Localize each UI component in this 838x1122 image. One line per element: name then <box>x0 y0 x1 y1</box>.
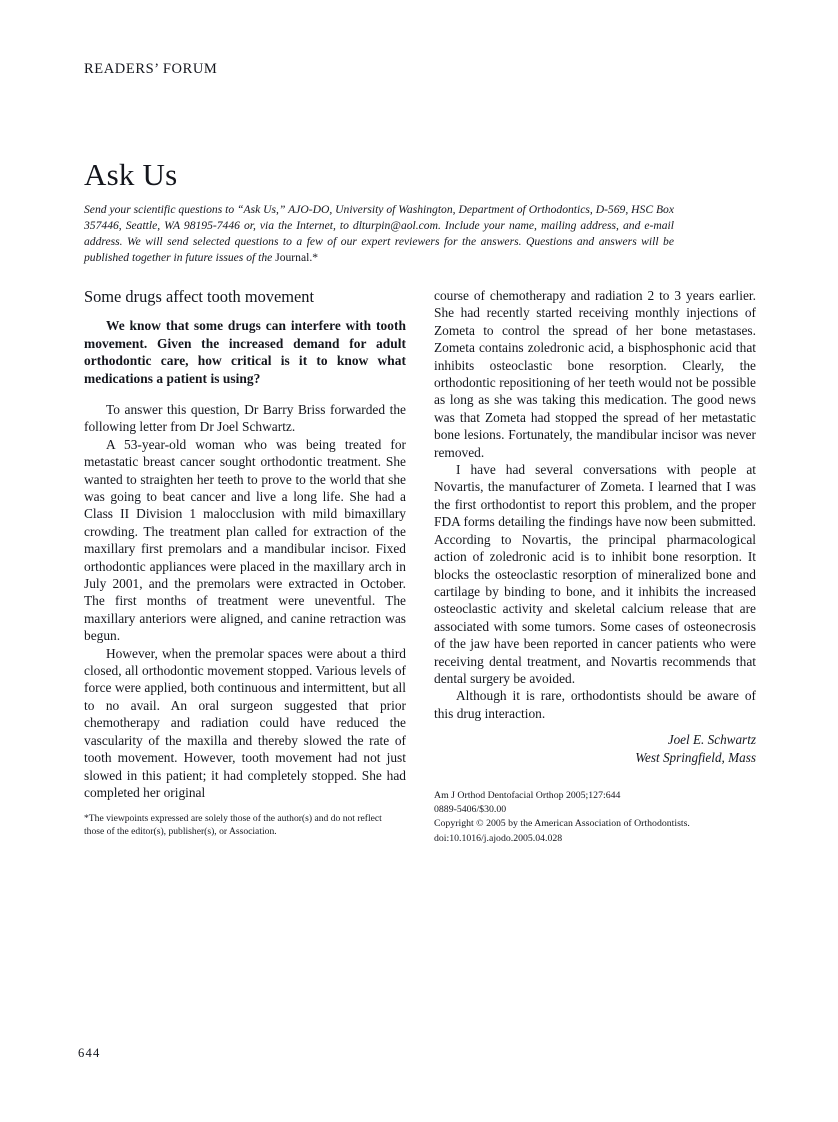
citation-block <box>434 789 764 846</box>
standfirst-journal-word: Journal.* <box>275 251 319 265</box>
citation-journal-ref: Am J Orthod Dentofacial Orthop 2005;127:644 <box>434 790 621 801</box>
right-column <box>434 287 756 766</box>
body-paragraph: I have had several conversations with people at Novartis, the manufacturer of Zometa. I learned that I was the first orthodontist to report this problem, and the proper FDA forms detailing the findings have now been submitted. According to Novartis, the principal pharmacological action of zoledronic acid is to inhibit bone resorption. It blocks the osteoclastic resorption of mineralized bone and cartilage by binding to bone, and it inhibits the increased osteoclastic activity and skeletal calcium release that are associated with some tumors. Some cases of osteonecrosis of the jaw have been reported in cancer patients who were receiving dental treatment, and Novartis recommends that dental surgery be avoided. <box>434 462 756 686</box>
body-paragraph: To answer this question, Dr Barry Briss forwarded the following letter from Dr Joel Schwartz. <box>84 401 406 435</box>
body-paragraph: However, when the premolar spaces were about a third closed, all orthodontic movement stopped. Various levels of force were applied, both continuous and intermittent, but all to no avail. An oral surgeon suggested that prior chemotherapy and radiation could have reduced the vascularity of the maxilla and thereby slowed the rate of tooth movement. However, tooth movement had not just slowed in this patient; it had completely stopped. She had completed her original <box>84 645 406 800</box>
signature-location: West Springfield, Mass <box>635 749 756 765</box>
page-number: 644 <box>78 1046 101 1060</box>
citation-issn-price: 0889-5406/$30.00 <box>434 804 507 816</box>
standfirst-paragraph <box>84 202 674 267</box>
footnote-line: those of the editor(s), publisher(s), or Association. <box>84 826 277 838</box>
running-head: READERS’ FORUM <box>84 61 218 77</box>
author-signature <box>434 731 756 766</box>
footnote <box>84 812 406 839</box>
standfirst-italic-text: Send your scientific questions to “Ask Us,” AJO-DO, University of Washington, Department of Orthodontics, D-569, HSC Box 357446, Seattle, WA 98195-7446 or, via the Internet, to dlturpin@aol.com. Include your name, mailing address, and e-mail address. We will send selected questions to a few of our expert reviewers for the answers. Questions and answers will be published together in future issues of the <box>84 202 674 265</box>
citation-copyright: Copyright © 2005 by the American Association of Orthodontists. <box>434 818 690 830</box>
reader-question: We know that some drugs can interfere with tooth movement. Given the increased demand for adult orthodontic care, how critical is it to know what medications a patient is using? <box>84 318 406 386</box>
body-paragraph: A 53-year-old woman who was being treated for metastatic breast cancer sought orthodontic treatment. She wanted to straighten her teeth to prove to the world that she was going to beat cancer and live a long life. She had a Class II Division 1 malocclusion with mild bimaxillary crowding. The treatment plan called for extraction of the maxillary first premolars and a mandibular incisor. Fixed orthodontic appliances were placed in the maxillary arch in July 2001, and the premolars were extracted in October. The first months of treatment were uneventful. The maxillary anteriors were aligned, and canine retraction was begun. <box>84 436 406 644</box>
footnote-line: *The viewpoints expressed are solely those of the author(s) and do not reflect <box>84 813 382 824</box>
citation-doi: doi:10.1016/j.ajodo.2005.04.028 <box>434 832 563 844</box>
article-title: Ask Us <box>84 156 178 192</box>
body-paragraph: course of chemotherapy and radiation 2 to 3 years earlier. She had recently started receiving monthly injections of Zometa to control the spread of her bone metastases. Zometa contains zoledronic acid, a bisphosphonic acid that inhibits osteoclastic bone resorption. Clearly, the orthodontic repositioning of her teeth would not be possible as long as she was taking this medication. The good news was that Zometa had stopped the spread of her metastatic bone lesions. Fortunately, the mandibular incisor was never removed. <box>434 288 756 460</box>
section-heading: Some drugs affect tooth movement <box>84 287 315 306</box>
body-paragraph: Although it is rare, orthodontists should be aware of this drug interaction. <box>434 688 756 721</box>
signature-name: Joel E. Schwartz <box>667 732 756 748</box>
left-column <box>84 287 406 801</box>
